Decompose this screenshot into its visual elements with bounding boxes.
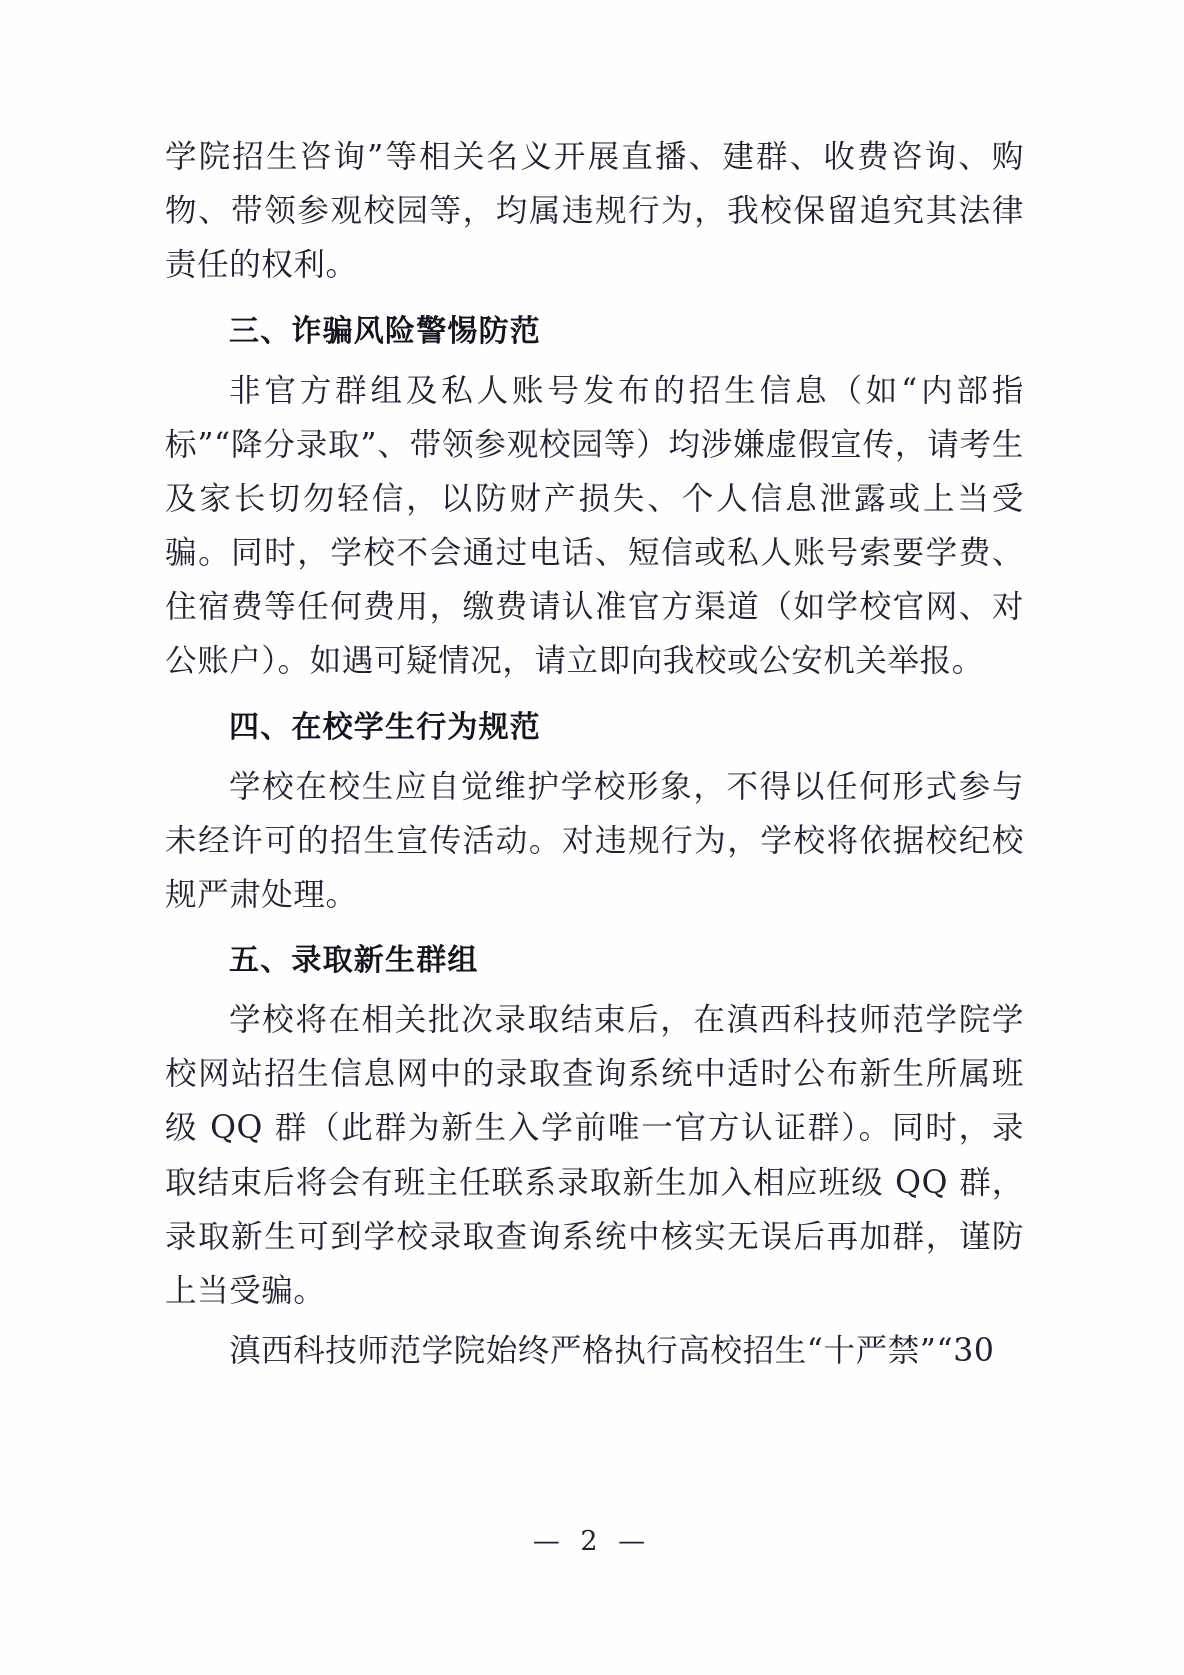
- paragraph-student-conduct: 学校在校生应自觉维护学校形象，不得以任何形式参与未经许可的招生宣传活动。对违规行为，学校将依据校纪校规严肃处理。: [165, 768, 1024, 913]
- section-heading-five: 五、录取新生群组: [229, 943, 479, 979]
- paragraph-new-student-groups: 学校将在相关批次录取结束后，在滇西科技师范学院学校网站招生信息网中的录取查询系统中适时公布新生所属班级 QQ 群（此群为新生入学前唯一官方认证群）。同时，录取结束后将会有班主任联系录取新生加入相应班级 QQ 群，录取新生可到学校录取查询系统中核实无误后再加群，谨防上当受骗。: [165, 1002, 1024, 1309]
- paragraph-fraud-prevention: 非官方群组及私人账号发布的招生信息（如“内部指标”“降分录取”、带领参观校园等）均涉嫌虚假宣传，请考生及家长切勿轻信，以防财产损失、个人信息泄露或上当受骗。同时，学校不会通过电话、短信或私人账号索要学费、住宿费等任何费用，缴费请认准官方渠道（如学校官网、对公账户）。如遇可疑情况，请立即向我校或公安机关举报。: [165, 372, 1024, 680]
- page-number: — 2 —: [532, 1526, 652, 1557]
- paragraph-continuation: 学院招生咨询”等相关名义开展直播、建群、收费咨询、购物、带领参观校园等，均属违规行为，我校保留追究其法律责任的权利。: [165, 139, 1024, 284]
- section-heading-three: 三、诈骗风险警惕防范: [229, 313, 541, 349]
- document-body: [165, 130, 1024, 1378]
- paragraph-closing-start: 滇西科技师范学院始终严格执行高校招生“十严禁”“30: [229, 1333, 995, 1370]
- section-heading-four: 四、在校学生行为规范: [229, 709, 541, 745]
